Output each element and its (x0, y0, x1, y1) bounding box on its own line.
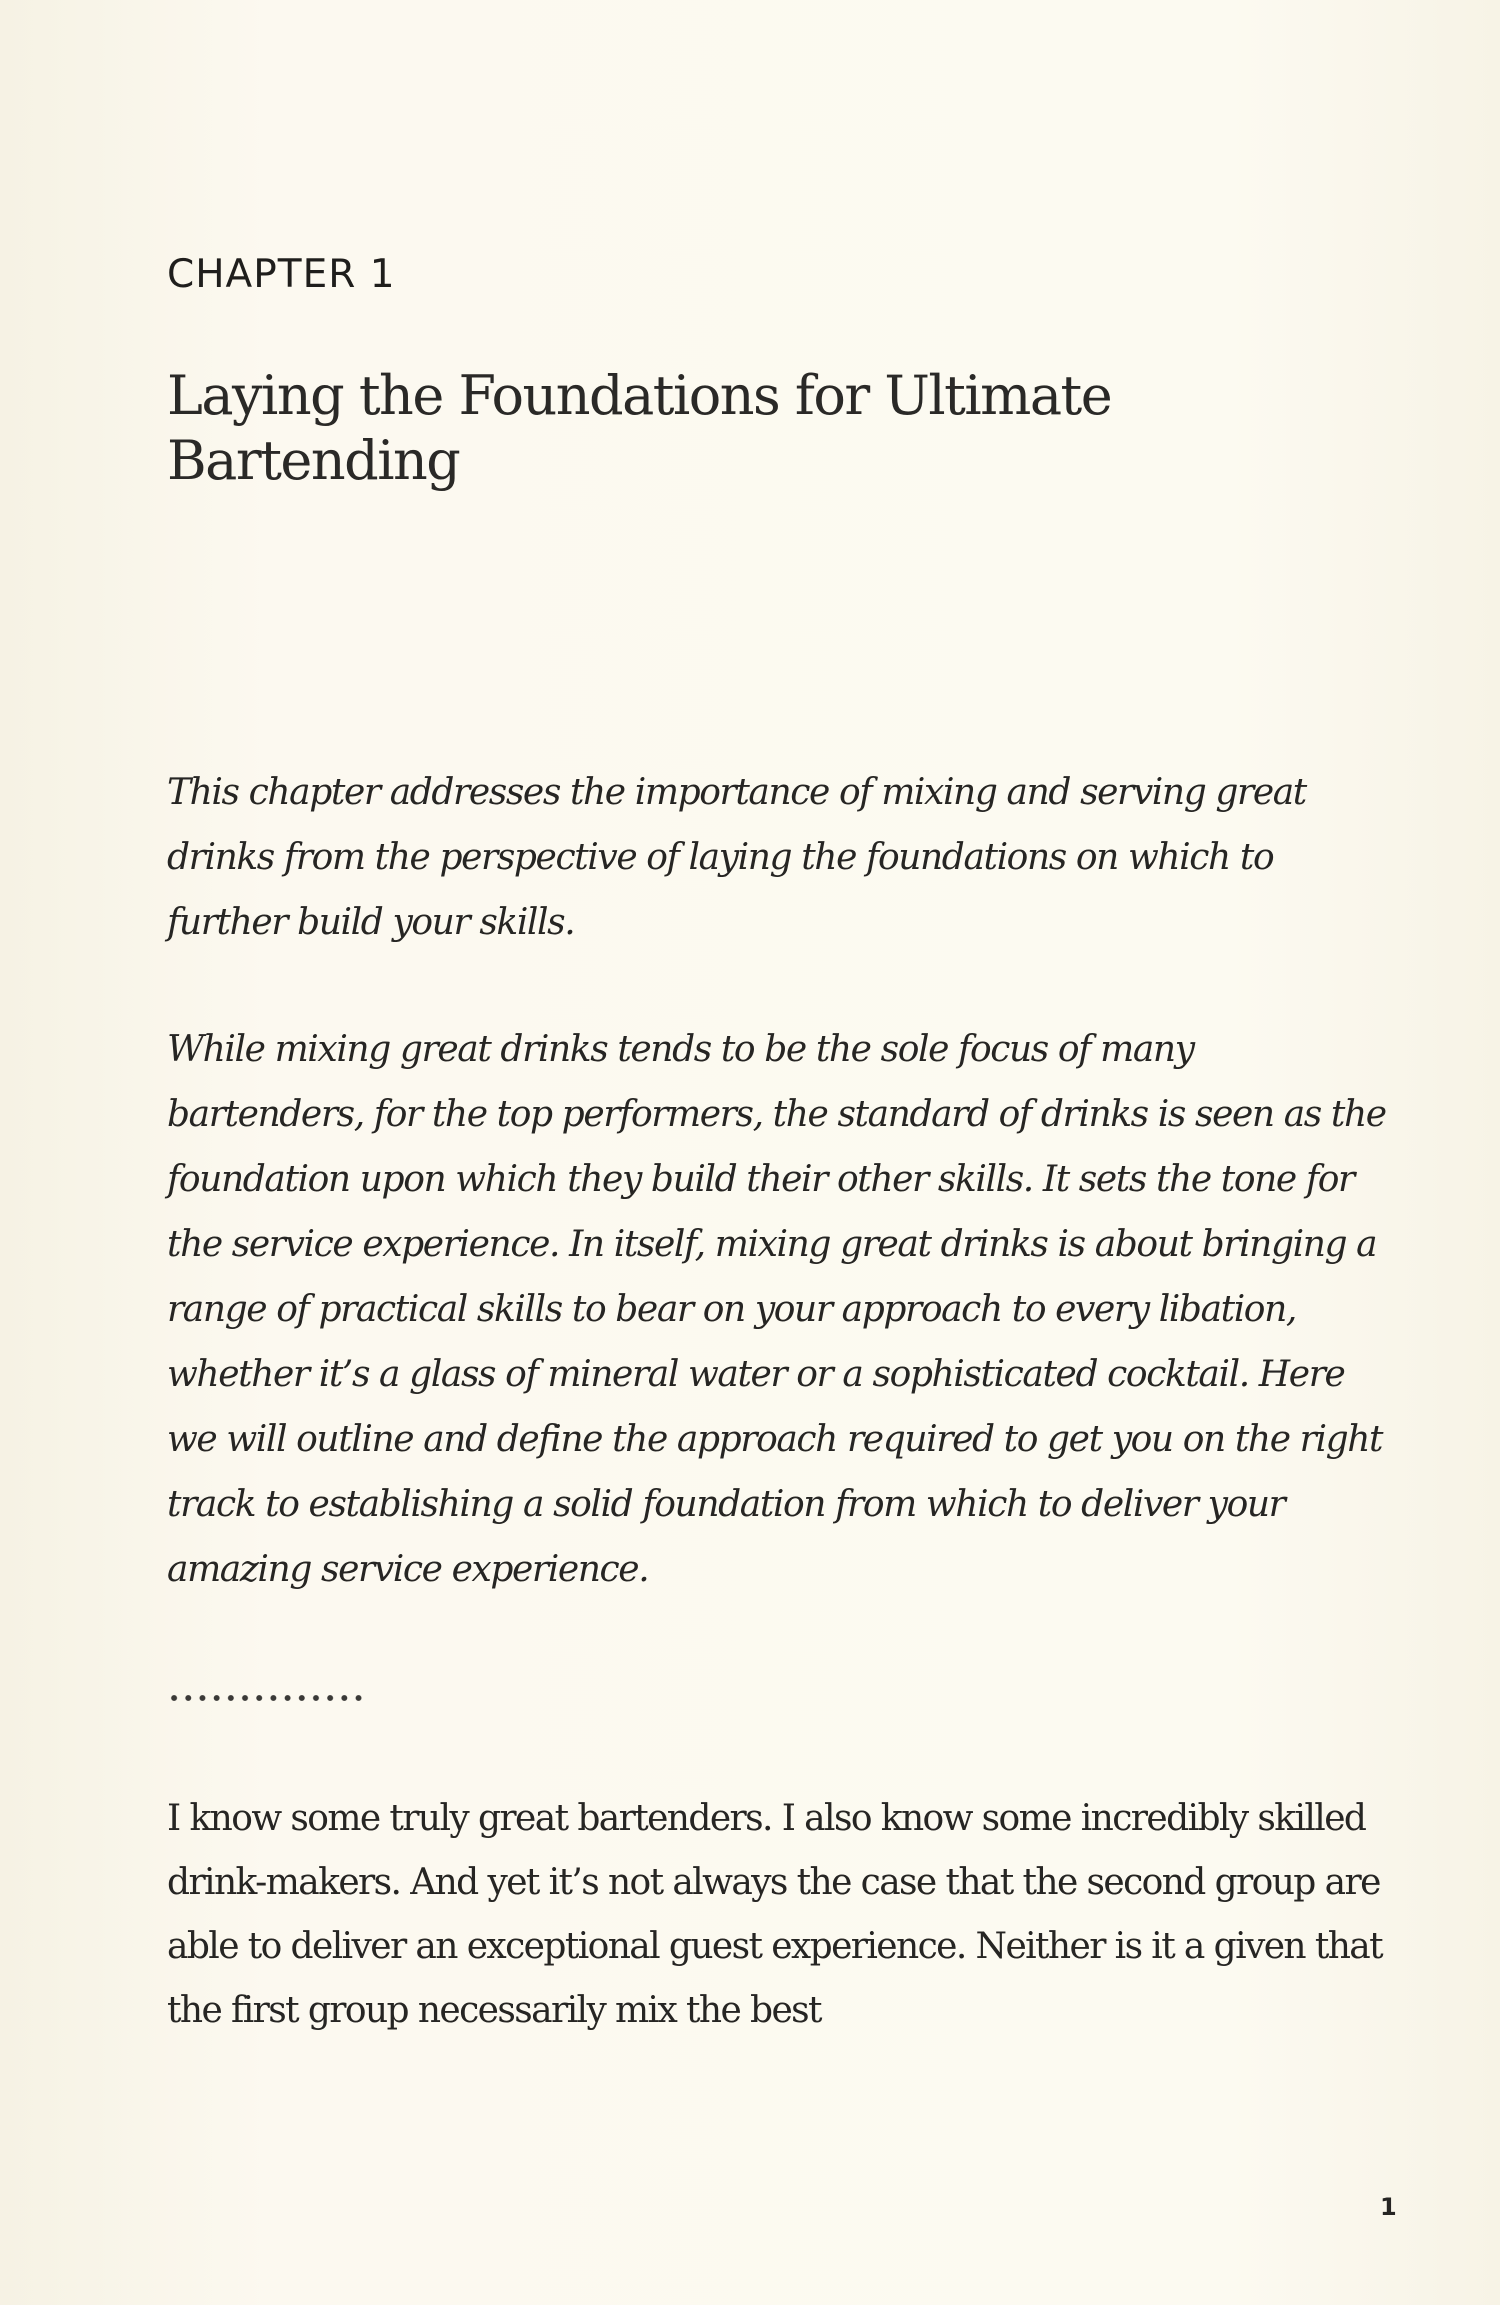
intro-paragraph: This chapter addresses the importance of mixing and serving great drinks from the perspective of laying the foundations on which to further build your skills. (167, 772, 1306, 943)
intro-paragraph: While mixing great drinks tends to be the sole focus of many bartenders, for the top performers, the standard of drinks is seen as the foundation upon which they build their other skills. It sets the tone for the service experience. In itself, mixing great drinks is about bringing a range of practical skills to bear on your approach to every libation, whether it’s a glass of mineral water or a sophisticated cocktail. Here we will outline and define the approach required to get you on the right track to establishing a solid foundation from which to deliver your amazing service experience. (167, 1029, 1386, 1590)
body-paragraph: I know some truly great bartenders. I also know some incredibly skilled drink-makers. And yet it’s not always the case that the second group are able to deliver an exceptional guest experience. Neither is it a given that the first group necessarily mix the best (167, 1798, 1383, 2031)
page-number: 1 (1380, 2193, 1397, 2221)
chapter-title: Laying the Foundations for Ultimate Bartending (167, 364, 1112, 492)
dotted-separator (167, 1693, 367, 1703)
chapter-label: CHAPTER 1 (167, 252, 396, 297)
